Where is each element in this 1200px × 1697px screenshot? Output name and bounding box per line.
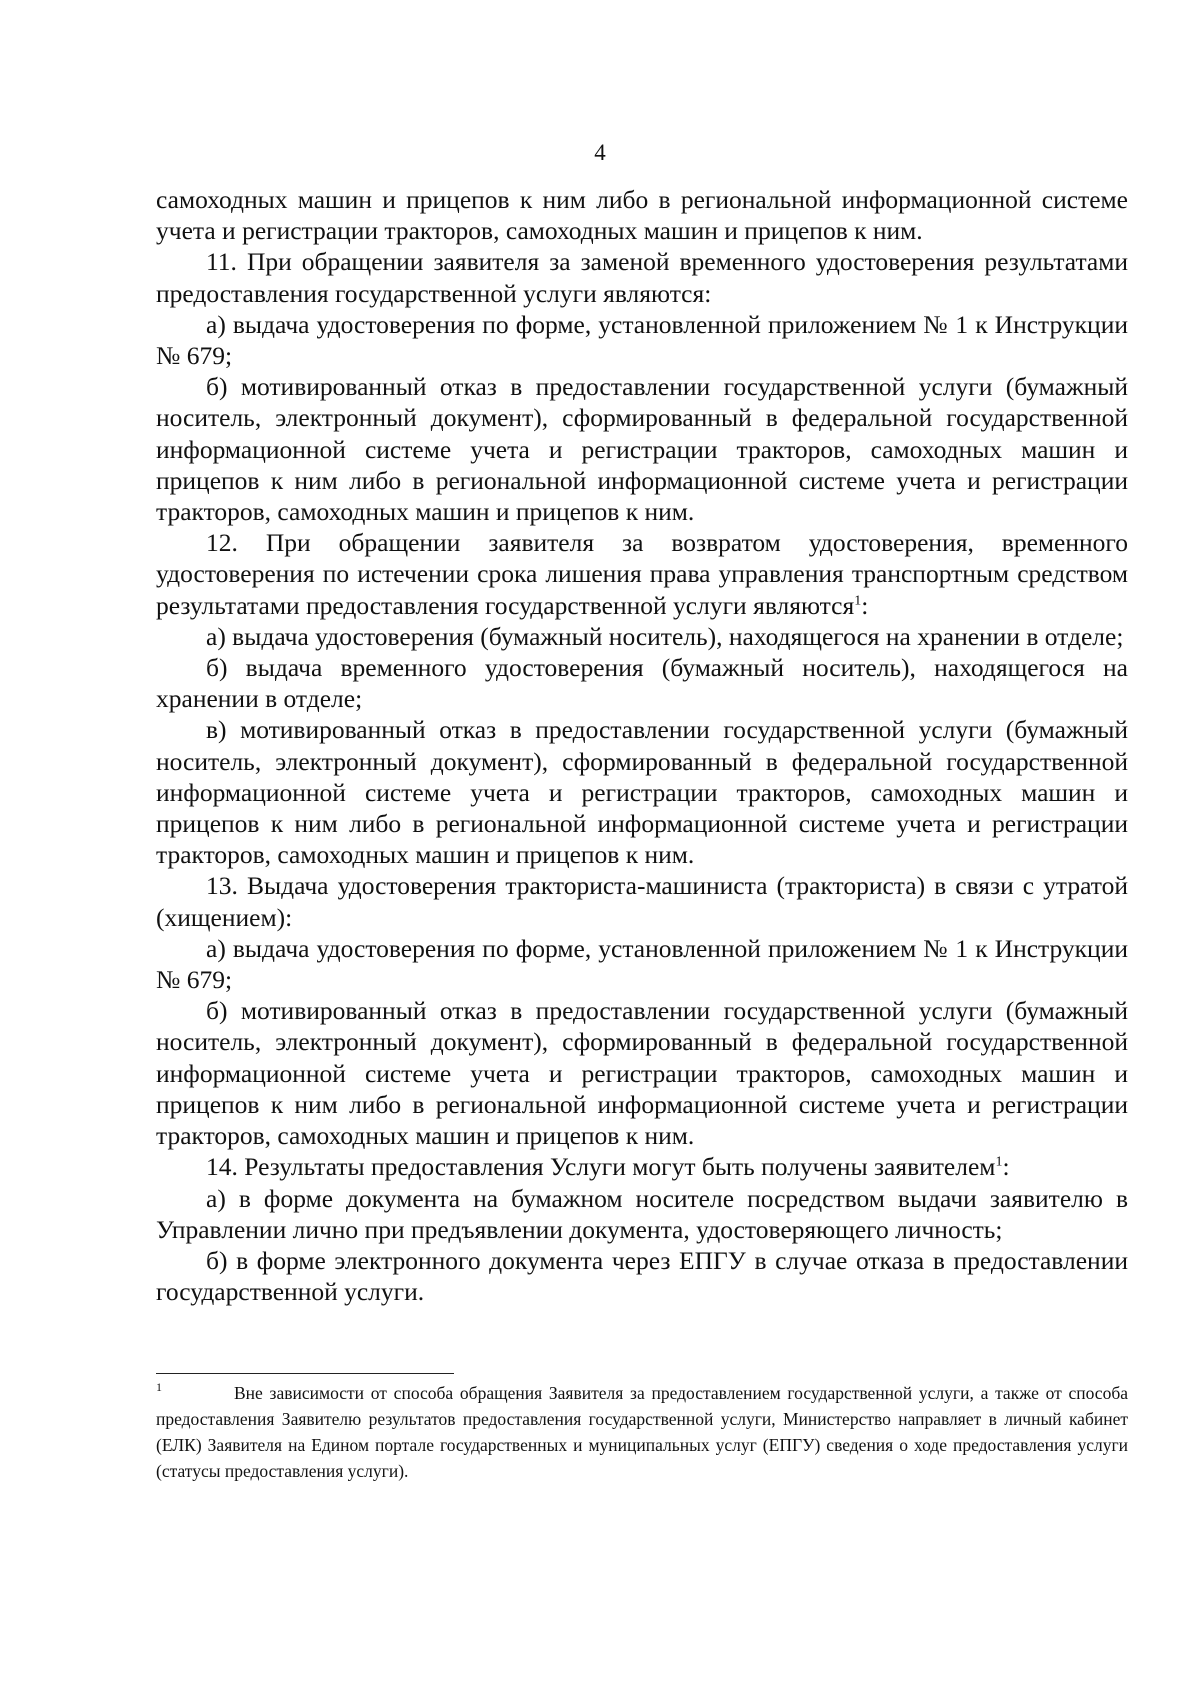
paragraph-text: 11. При обращении заявителя за заменой временного удостоверения результатами предоставления государственной услуги являются: [156,247,1128,308]
paragraph [156,714,1128,870]
paragraph-text: : [861,590,869,620]
paragraph-text: а) выдача удостоверения по форме, установленной приложением № 1 к Инструкции № 679; [156,309,1128,371]
paragraph-text: а) выдача удостоверения по форме, установленной приложением № 1 к Инструкции № 679; [156,933,1128,995]
footnote-reference[interactable]: 1 [995,1154,1003,1170]
paragraph [156,527,1128,621]
footnote-separator [156,1373,454,1374]
footnote-mark: 1 [156,1380,162,1394]
paragraph-text: б) мотивированный отказ в предоставлении государственной услуги (бумажный носитель, электронный документ), сформированный в федеральной государственной информационной системе учета и регистрации тракторов, самоходных машин и прицепов к ним либо в региональной информационной системе учета и регистрации тракторов, самоходных машин и прицепов к ним. [156,996,1128,1151]
paragraph [156,621,1128,652]
paragraph [156,995,1128,1151]
paragraph-text: в) мотивированный отказ в предоставлении государственной услуги (бумажный носитель, электронный документ), сформированный в федеральной государственной информационной системе учета и регистрации тракторов, самоходных машин и прицепов к ним либо в региональной информационной системе учета и регистрации тракторов, самоходных машин и прицепов к ним. [156,715,1128,870]
paragraph [156,184,1128,246]
footnote [156,1380,1128,1484]
paragraph-text: 12. При обращении заявителя за возвратом удостоверения, временного удостоверения по истечении срока лишения права управления транспортным средством результатами предоставления государственной услуги являются [156,528,1128,620]
paragraph-text: 14. Результаты предоставления Услуги могут быть получены заявителем [206,1152,996,1182]
paragraph-text: б) выдача временного удостоверения (бумажный носитель), находящегося на хранении в отделе; [156,653,1128,714]
paragraph [156,1183,1128,1245]
body-text [156,184,1128,1307]
paragraph-text: а) выдача удостоверения (бумажный носитель), находящегося на хранении в отделе; [206,621,1124,651]
paragraph-text: б) в форме электронного документа через ЕПГУ в случае отказа в предоставлении государственной услуги. [156,1245,1128,1307]
paragraph [156,652,1128,714]
paragraph [156,1151,1128,1182]
footnote-text: Вне зависимости от способа обращения Заявителя за предоставлением государственной услуги, а также от способа предоставления Заявителю результатов предоставления государственной услуги, Министерство направляет в личный кабинет (ЕЛК) Заявителя на Едином портале государственных и муниципальных услуг (ЕПГУ) сведения о ходе предоставления услуги (статусы предоставления услуги). [156,1383,1128,1481]
paragraph [156,870,1128,932]
paragraph-text: : [1002,1152,1010,1182]
paragraph [156,246,1128,308]
paragraph-text: самоходных машин и прицепов к ним либо в региональной информационной системе учета и регистрации тракторов, самоходных машин и прицепов к ним. [156,185,1128,246]
paragraph-text: а) в форме документа на бумажном носителе посредством выдачи заявителю в Управлении лично при предъявлении документа, удостоверяющего личность; [156,1183,1128,1244]
paragraph [156,933,1128,995]
paragraph [156,371,1128,527]
page-number: 4 [594,140,606,165]
footnote-reference[interactable]: 1 [854,593,862,609]
paragraph [156,309,1128,371]
paragraph [156,1245,1128,1307]
paragraph-text: 13. Выдача удостоверения тракториста-машиниста (тракториста) в связи с утратой (хищением): [156,871,1128,932]
paragraph-text: б) мотивированный отказ в предоставлении государственной услуги (бумажный носитель, электронный документ), сформированный в федеральной государственной информационной системе учета и регистрации тракторов, самоходных машин и прицепов к ним либо в региональной информационной системе учета и регистрации тракторов, самоходных машин и прицепов к ним. [156,372,1128,527]
